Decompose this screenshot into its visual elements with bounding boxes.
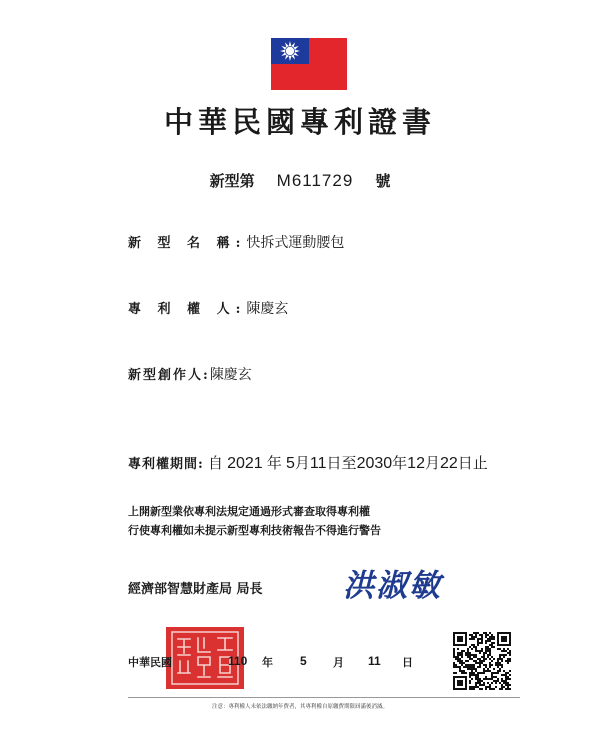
- field-value: 陳慶玄: [246, 301, 289, 317]
- field-label: 新型創作人:: [128, 368, 210, 383]
- certificate-title: 中華民國專利證書: [163, 105, 436, 139]
- date-year: 110: [228, 654, 248, 668]
- issuing-authority: 經濟部智慧財產局 局長: [128, 582, 263, 597]
- statement-line-2: 行使專利權如未提示新型專利技術報告不得進行警告: [128, 524, 381, 537]
- statement-line-1: 上開新型業依專利法規定通過形式審查取得專利權: [128, 505, 370, 518]
- utility-model-name-field: [128, 232, 344, 252]
- term-month-char: 月: [294, 454, 310, 472]
- date-month-char: 月: [333, 656, 344, 669]
- term-label: 專利權期間:: [128, 457, 204, 472]
- patentee-field: [128, 298, 288, 318]
- patent-number: M611729: [276, 171, 354, 190]
- date-year-char: 年: [262, 656, 273, 669]
- term-to: 至: [341, 454, 357, 472]
- term-year-char: 年: [392, 454, 408, 472]
- grant-statement: [128, 502, 381, 540]
- patent-term: [128, 452, 488, 473]
- term-from: 自: [207, 454, 223, 472]
- date-era: 中華民國: [128, 656, 172, 669]
- taiwan-flag-icon: [271, 38, 347, 90]
- term-end-year: 2030: [356, 455, 393, 472]
- number-suffix: 號: [375, 172, 391, 190]
- term-end-month: 12: [407, 455, 425, 472]
- term-day-char: 日: [326, 454, 342, 472]
- date-month: 5: [300, 654, 307, 668]
- term-month-char: 月: [424, 454, 440, 472]
- term-start-day: 11: [309, 455, 327, 472]
- field-label: 新 型 名 稱:: [128, 236, 247, 251]
- issue-date: [128, 654, 428, 674]
- date-day-char: 日: [402, 656, 413, 669]
- term-day-char: 日: [457, 454, 473, 472]
- director-signature: 洪淑敏: [343, 568, 442, 604]
- number-prefix: 新型第: [209, 172, 255, 190]
- field-label: 專 利 權 人:: [128, 302, 247, 317]
- footer-divider: [128, 697, 520, 698]
- date-day: 11: [368, 654, 381, 668]
- field-value: 快拆式運動腰包: [246, 235, 345, 251]
- qr-modules: [453, 632, 511, 690]
- term-end: 止: [472, 454, 488, 472]
- term-end-day: 22: [439, 455, 458, 472]
- term-year-char: 年: [266, 454, 282, 472]
- term-start-month: 5: [286, 455, 295, 472]
- qr-code: [453, 632, 511, 690]
- creator-field: [128, 364, 252, 384]
- field-value: 陳慶玄: [209, 367, 252, 383]
- term-start-year: 2021: [227, 455, 263, 472]
- footer-note: 注意：專利權人未依法繳納年費者，其專利權自原繳費期限屆滿後消滅。: [211, 704, 388, 710]
- patent-number-line: [0, 170, 600, 191]
